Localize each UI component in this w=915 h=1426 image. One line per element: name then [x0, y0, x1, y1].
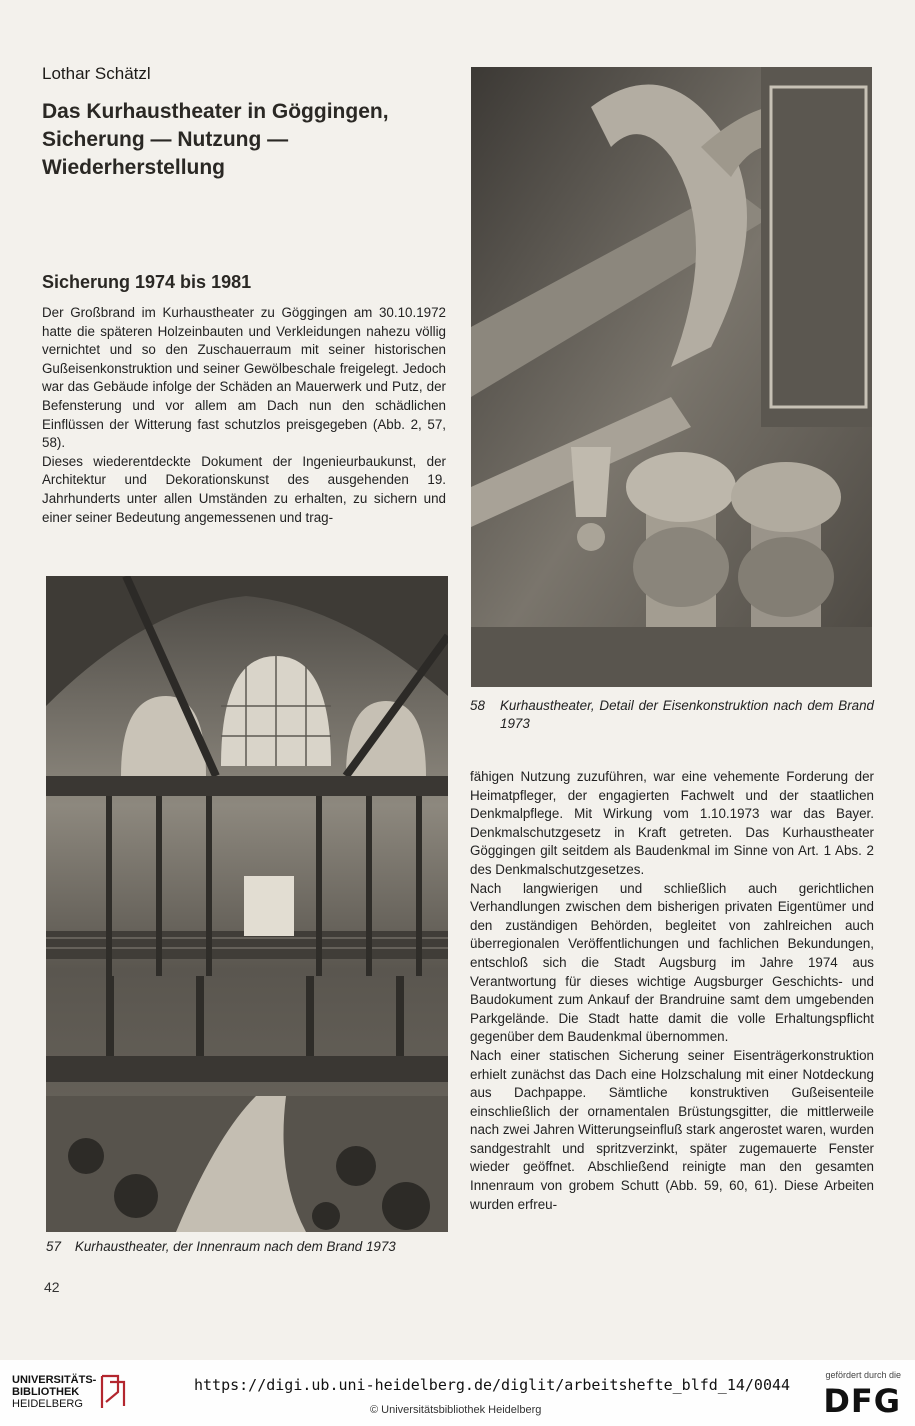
library-line: BIBLIOTHEK: [12, 1386, 80, 1398]
figure-57-photo: [46, 576, 448, 1232]
title-line: Das Kurhaustheater in Göggingen,: [42, 100, 389, 123]
dfg-logo: DFG: [823, 1382, 901, 1420]
document-url-link[interactable]: https://digi.ub.uni-heidelberg.de/diglit/arbeitshefte_blfd_14/0044: [194, 1376, 791, 1394]
paragraph: Nach einer statischen Sicherung seiner Eisenträgerkonstruktion erhielt zunächst das Dach eine Holzschalung mit einer Notdeckung aus Dachpappe. Sämtliche konstruktiven Gußeisenteile einschließlich der ornamentalen Brüstungsgitter, die mittlerweile nach zwei Jahren Witterungseinfluß stark angerostet waren, wurden sandgestrahlt und spritzverzinkt, später zugemauerte Fenster wieder geöffnet. Abschließend reinigte man den gesamten Innenraum von grobem Schutt (Abb. 59, 60, 61). Diese Arbeiten wurden erfreu-: [470, 1047, 874, 1212]
figure-number: 58: [470, 698, 485, 713]
paragraph: Nach langwierigen und schließlich auch gerichtlichen Verhandlungen zwischen dem bisherigen privaten Eigentümer und den zuständigen Behörden, begleitet von zahlreichen auch überregionalen Veröffentlichungen und fachlichen Bekundungen, entschloß sich die Stadt Augsburg im Jahre 1974 aus Verantwortung für dieses wichtige Augsburger Geschichts- und Baudokument zum Ankauf der Brandruine samt dem umgebenden Parkgelände. Die Stadt hatte damit die volle Erhaltungspflicht gegenüber dem Baudenkmal übernommen.: [470, 880, 874, 1045]
figure-58-photo: [471, 67, 872, 687]
copyright-notice: © Universitätsbibliothek Heidelberg: [370, 1404, 542, 1416]
caption-text: Kurhaustheater, der Innenraum nach dem Brand 1973: [74, 1239, 396, 1254]
paragraph: fähigen Nutzung zuzuführen, war eine vehemente Forderung der Heimatpfleger, der engagierten Fachwelt und der staatlichen Denkmalpflege. Mit Wirkung vom 1.10.1973 war das Bayer. Denkmalschutzgesetz in Kraft getreten. Das Kurhaustheater Göggingen gilt seitdem als Baudenkmal im Sinne von Art. 1 Abs. 2 des Denkmalschutzgesetzes.: [470, 769, 874, 877]
title-line: Wiederherstellung: [42, 156, 226, 179]
ironwork-detail-image: [471, 67, 872, 687]
caption-text: Kurhaustheater, Detail der Eisenkonstruktion nach dem Brand 1973: [500, 698, 874, 731]
right-text-column: [470, 768, 874, 1214]
theater-interior-image: [46, 576, 448, 1232]
title-line: Sicherung — Nutzung —: [42, 128, 289, 151]
article-title: [42, 98, 442, 182]
page-number: 42: [44, 1279, 60, 1295]
paragraph: Dieses wiederentdeckte Dokument der Ingenieurbaukunst, der Architektur und Dekorationskunst des ausgehenden 19. Jahrhunderts unter allen Umständen zu erhalten, zu sichern und einer seiner Bedeutung angemessenen und trag-: [42, 453, 446, 525]
figure-57-caption: [46, 1238, 450, 1256]
section-heading: Sicherung 1974 bis 1981: [42, 272, 252, 292]
digitization-footer: [0, 1360, 915, 1426]
figure-number: 57: [46, 1239, 61, 1254]
funding-note: gefördert durch die: [825, 1370, 901, 1380]
author-name: Lothar Schätzl: [42, 64, 151, 83]
left-text-column: [42, 304, 446, 527]
library-logo-icon: [98, 1372, 128, 1417]
library-name: [12, 1374, 96, 1410]
paragraph: Der Großbrand im Kurhaustheater zu Göggingen am 30.10.1972 hatte die späteren Holzeinbauten und Verkleidungen nahezu völlig vernichtet und so den Zuschauerraum mit seiner historischen Gußeisenkonstruktion und seiner Gewölbeschale freigelegt. Jedoch war das Gebäude infolge der Schäden an Mauerwerk und Putz, der Befensterung und vor allem am Dach nun den schädlichen Einflüssen der Witterung fast schutzlos preisgegeben (Abb. 2, 57, 58).: [42, 305, 446, 451]
figure-58-caption: [470, 697, 874, 733]
library-line: UNIVERSITÄTS-: [12, 1374, 97, 1386]
library-line: HEIDELBERG: [12, 1398, 83, 1410]
